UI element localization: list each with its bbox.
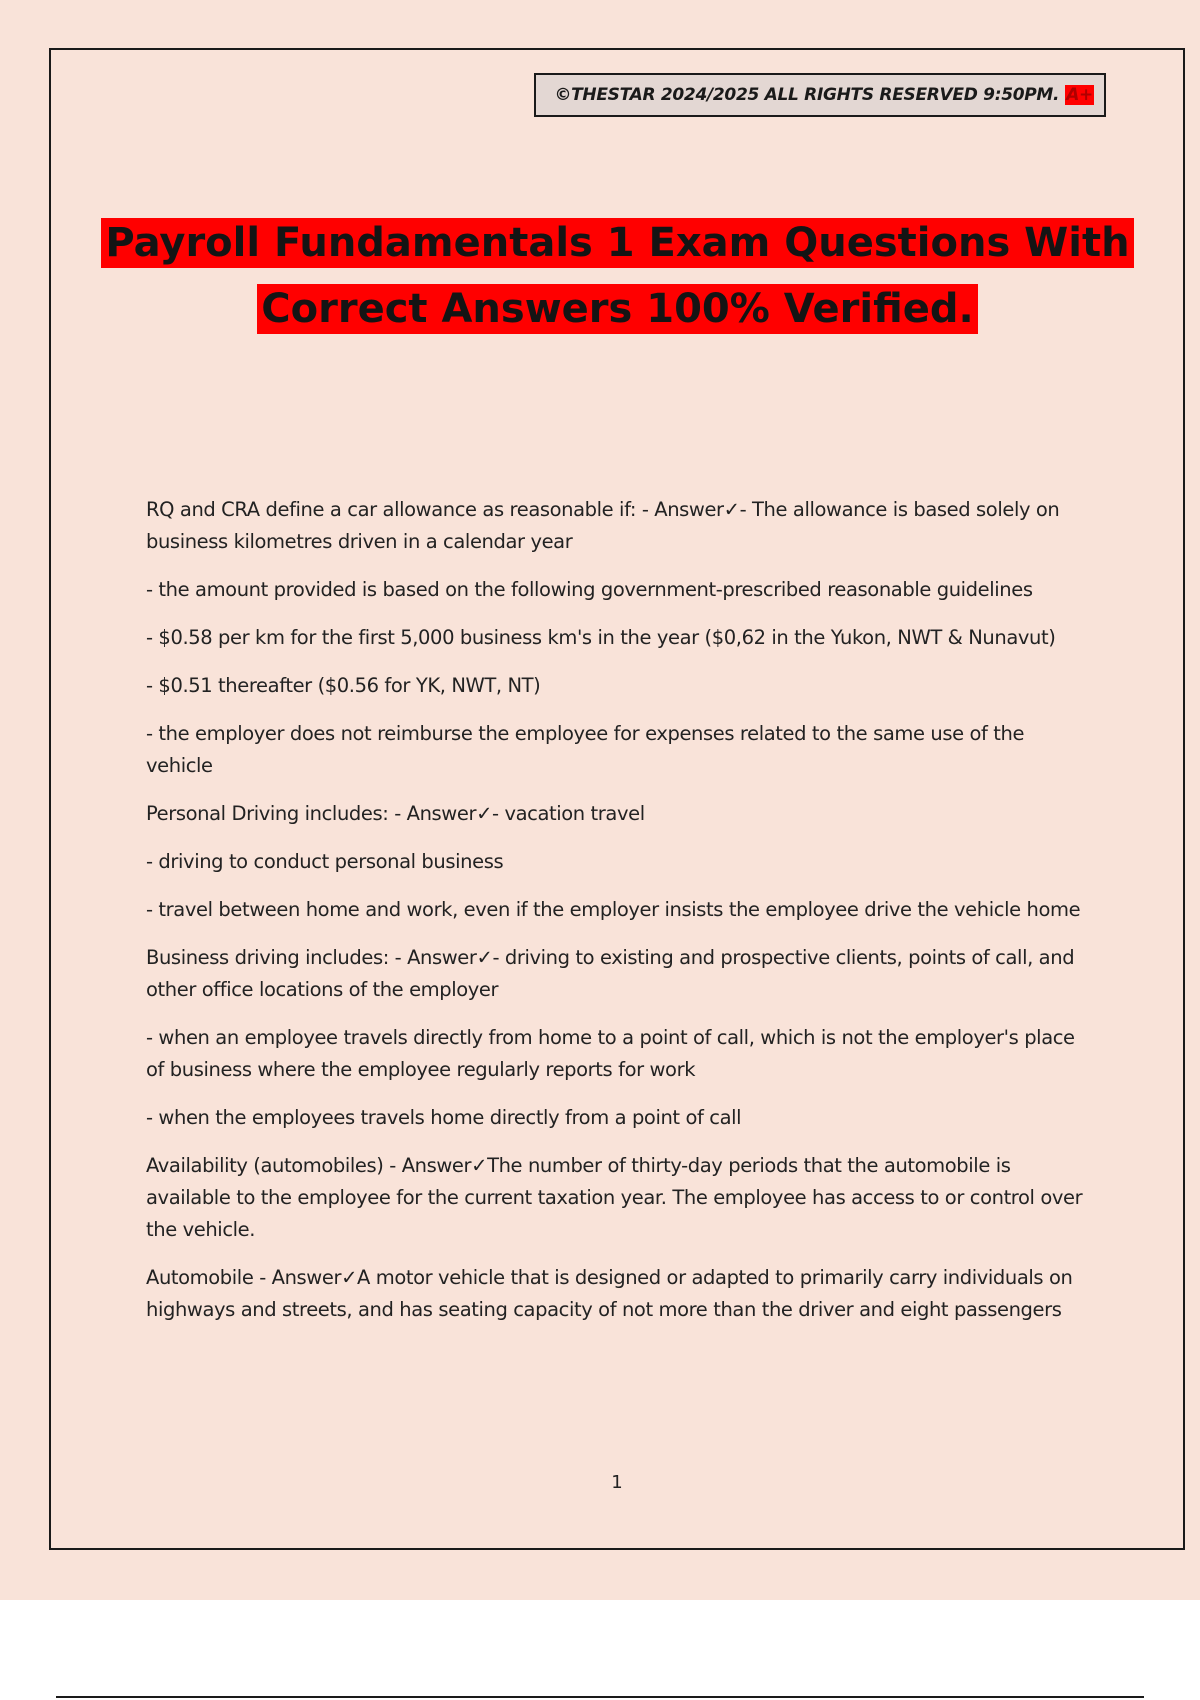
paragraph: - travel between home and work, even if the employer insists the employee drive the vehicle home	[146, 898, 1081, 921]
grade-mark: A+	[1066, 85, 1093, 105]
paragraph: Personal Driving includes: - Answer✓- vacation travel	[146, 802, 645, 825]
paragraph: - when the employees travels home directly from a point of call	[146, 1106, 742, 1129]
paragraph: - $0.51 thereafter ($0.56 for YK, NWT, NT)	[146, 674, 541, 697]
copyright-text: ©THESTAR 2024/2025 ALL RIGHTS RESERVED 9:50PM.	[554, 85, 1060, 105]
paragraph: - $0.58 per km for the first 5,000 business km's in the year ($0,62 in the Yukon, NWT & Nunavut)	[146, 626, 1056, 649]
paragraph: - the employer does not reimburse the employee for expenses related to the same use of the vehicle	[146, 722, 1025, 777]
title-line-1: Payroll Fundamentals 1 Exam Questions With	[101, 218, 1133, 268]
paragraph: Automobile - Answer✓A motor vehicle that is designed or adapted to primarily carry individuals on highways and streets, and has seating capacity of not more than the driver and eight passengers	[146, 1266, 1073, 1321]
copyright-header	[534, 73, 1106, 117]
bottom-divider	[56, 1696, 1144, 1698]
question-answer-body	[146, 494, 1096, 1342]
document-title	[100, 210, 1135, 342]
paragraph: Availability (automobiles) - Answer✓The number of thirty-day periods that the automobile is available to the employee for the current taxation year. The employee has access to or control over the vehicle.	[146, 1154, 1083, 1241]
paragraph: Business driving includes: - Answer✓- driving to existing and prospective clients, points of call, and other office locations of the employer	[146, 946, 1075, 1001]
paragraph: - when an employee travels directly from home to a point of call, which is not the employer's place of business where the employee regularly reports for work	[146, 1026, 1075, 1081]
paragraph: RQ and CRA define a car allowance as reasonable if: - Answer✓- The allowance is based solely on business kilometres driven in a calendar year	[146, 498, 1060, 553]
paragraph: - driving to conduct personal business	[146, 850, 504, 873]
page-number: 1	[611, 1472, 623, 1493]
title-line-2: Correct Answers 100% Verified.	[257, 284, 977, 334]
paragraph: - the amount provided is based on the following government-prescribed reasonable guidelines	[146, 578, 1033, 601]
